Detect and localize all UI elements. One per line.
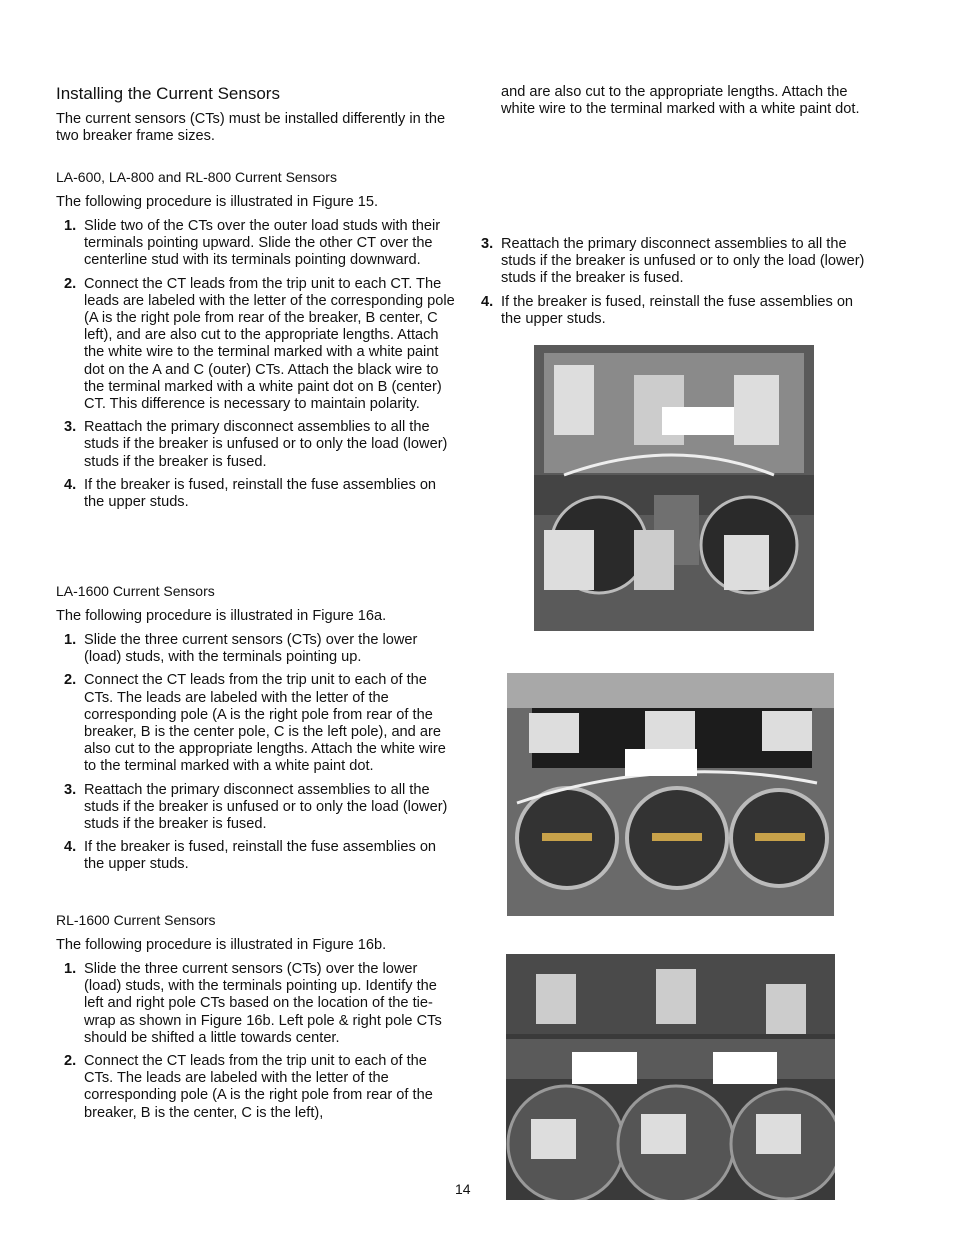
step: 2. Connect the CT leads from the trip unit to each of the CTs. The leads are labeled with the letter of the corresponding pole (A is the right pole from rear of the breaker, B is the center pole, C is the left pole), and are also cut to the appropriate lengths. Attach the white wire to the terminal marked with a white paint dot. — [64, 672, 446, 775]
step: 2. Connect the CT leads from the trip unit to each of the CTs. The leads are labeled with the letter of the corresponding pole (A is the right pole from rear of the breaker, B is the center, C is the left), — [64, 1053, 433, 1121]
step: 3. Reattach the primary disconnect assemblies to all the studs if the breaker is unfused or to only the load (lower) studs if the breaker is fused. — [481, 236, 865, 287]
page-heading: Installing the Current Sensors — [56, 84, 280, 103]
steps-la600 — [56, 218, 456, 511]
step: 3. Reattach the primary disconnect assemblies to all the studs if the breaker is unfused or to only the load (lower) studs if the breaker is fused. — [64, 781, 448, 833]
section-lead-la600: The following procedure is illustrated in Figure 15. — [56, 194, 379, 210]
figure-15-photo — [534, 345, 814, 631]
steps-la1600 — [56, 632, 456, 874]
figure-16b-photo — [506, 954, 835, 1200]
section-title-rl1600: RL-1600 Current Sensors — [56, 912, 216, 928]
figure-16a-callout-box — [625, 749, 697, 776]
figure-16b-callout-left — [572, 1052, 637, 1084]
steps-right-column — [473, 236, 873, 328]
step: 1. Slide the three current sensors (CTs) over the lower (load) studs, with the terminals pointing up. — [64, 632, 418, 666]
section-title-la1600: LA-1600 Current Sensors — [56, 583, 215, 599]
step: 4. If the breaker is fused, reinstall the fuse assemblies on the upper studs. — [481, 293, 854, 327]
intro-paragraph: The current sensors (CTs) must be installed differently in the two breaker frame sizes. — [56, 111, 446, 145]
section-title-la600: LA-600, LA-800 and RL-800 Current Sensors — [56, 169, 337, 185]
step: 3. Reattach the primary disconnect assemblies to all the studs if the breaker is unfused or to only the load (lower) studs if the breaker is fused. — [64, 419, 448, 470]
figure-16b-callout-right — [713, 1052, 777, 1084]
figure-15-callout-box — [662, 407, 734, 435]
section-lead-rl1600: The following procedure is illustrated in Figure 16b. — [56, 937, 387, 953]
step: 4. If the breaker is fused, reinstall the fuse assemblies on the upper studs. — [64, 476, 437, 511]
step: 2. Connect the CT leads from the trip unit to each CT. The leads are labeled with the letter of the corresponding pole (A is the right pole from rear of the breaker, B center, C left), and are also cut to the appropriate lengths. Attach the white wire to the terminal marked with a white paint dot on the A and C (outer) CTs. Attach the black wire to the terminal marked with a white paint dot on B (center) CT. This difference is necessary to maintain polarity. — [64, 275, 455, 413]
figure-16a-photo — [507, 673, 834, 916]
steps-rl1600 — [56, 961, 456, 1122]
step: 4. If the breaker is fused, reinstall the fuse assemblies on the upper studs. — [64, 839, 437, 873]
page-number: 14 — [455, 1181, 471, 1197]
step: 1. Slide the three current sensors (CTs) over the lower (load) studs, with the terminals pointing up. Identify the left and right pole CTs based on the location of the tie-wrap as shown in Figure 16b. Left pole & right pole CTs should be shifted a little towards center. — [64, 961, 442, 1046]
step: 1. Slide two of the CTs over the outer load studs with their terminals pointing upward. Slide the other CT over the centerline stud with its terminals pointing downward. — [64, 218, 441, 269]
right-continuation: and are also cut to the appropriate lengths. Attach the white wire to the terminal marked with a white paint dot. — [501, 84, 860, 118]
section-lead-la1600: The following procedure is illustrated in Figure 16a. — [56, 608, 387, 624]
